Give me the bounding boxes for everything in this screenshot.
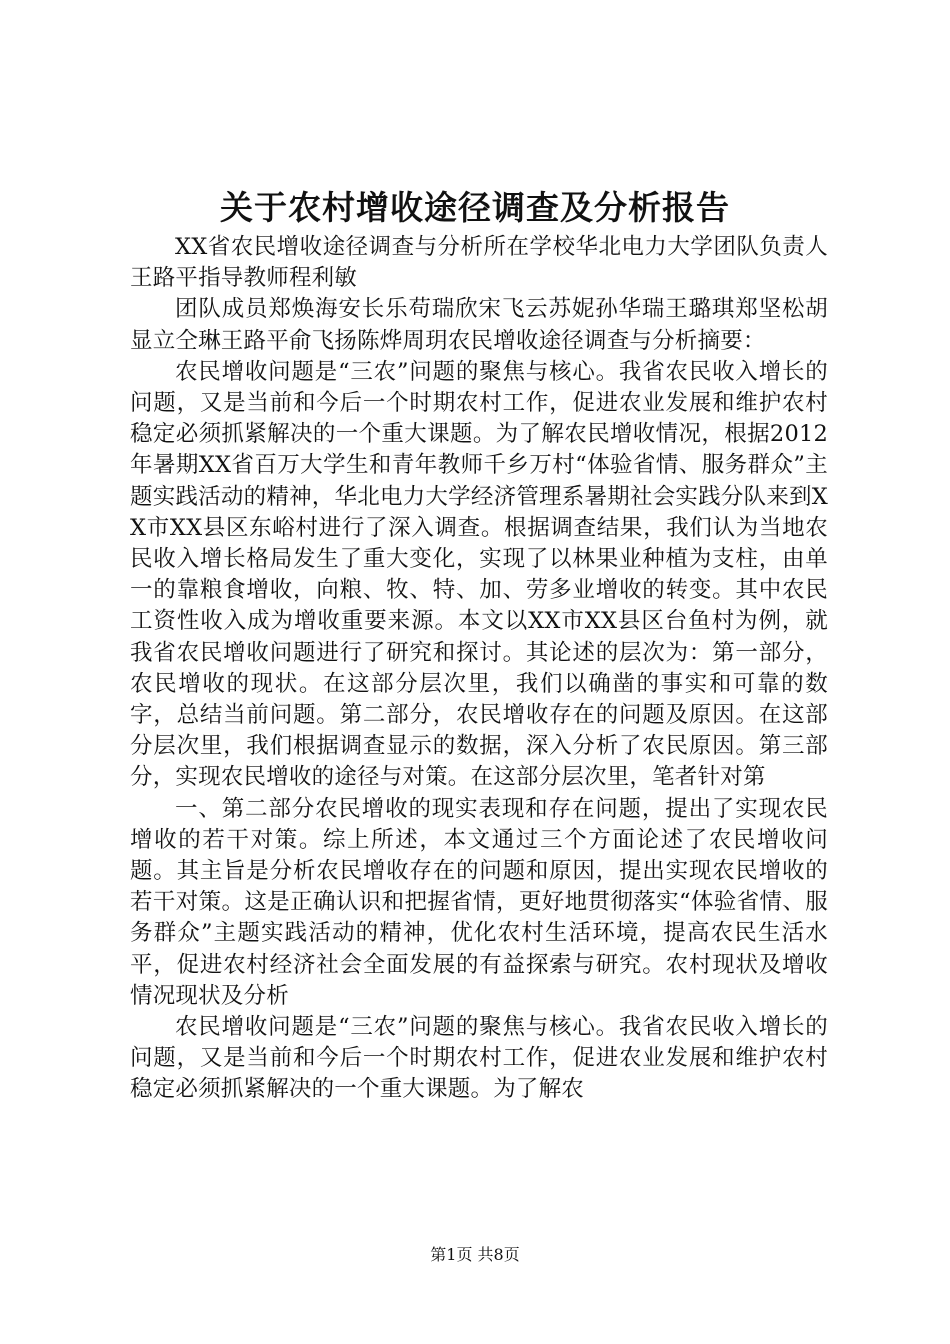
document-body [130,232,828,1106]
paragraph-part-one: 一、第二部分农民增收的现实表现和存在问题，提出了实现农民增收的若干对策。综上所述，本文通过三个方面论述了农民增收问题。其主旨是分析农民增收存在的问题和原因，提出实现农民增收的若干对策。这是正确认识和把握省情，更好地贯彻落实“体验省情、服务群众”主题实践活动的精神，优化农村生活环境，提高农民生活水平，促进农村经济社会全面发展的有益探索与研究。农村现状及增收情况现状及分析 [130,795,828,1009]
page-indicator: 第1页 共8页 [430,1245,520,1264]
paragraph-abstract: 农民增收问题是“三农”问题的聚焦与核心。我省农民收入增长的问题，又是当前和今后一个时期农村工作，促进农业发展和维护农村稳定必须抓紧解决的一个重大课题。为了解农民增收情况，根据2012年暑期XX省百万大学生和青年教师千乡万村“体验省情、服务群众”主题实践活动的精神，华北电力大学经济管理系暑期社会实践分队来到XX市XX县区东峪村进行了深入调查。根据调查结果，我们认为当地农民收入增长格局发生了重大变化，实现了以林果业种植为支柱，由单一的靠粮食增收，向粮、牧、特、加、劳多业增收的转变。其中农民工资性收入成为增收重要来源。本文以XX市XX县区台鱼村为例，就我省农民增收问题进行了研究和探讨。其论述的层次为：第一部分，农民增收的现状。在这部分层次里，我们以确凿的事实和可靠的数字，总结当前问题。第二部分，农民增收存在的问题及原因。在这部分层次里，我们根据调查显示的数据，深入分析了农民原因。第三部分，实现农民增收的途径与对策。在这部分层次里，笔者针对第 [130,358,828,791]
paragraph-team-info: XX省农民增收途径调查与分析所在学校华北电力大学团队负责人王路平指导教师程利敏 [130,234,828,292]
paragraph-repeat: 农民增收问题是“三农”问题的聚焦与核心。我省农民收入增长的问题，又是当前和今后一个时期农村工作，促进农业发展和维护农村稳定必须抓紧解决的一个重大课题。为了解农 [130,1014,828,1103]
paragraph-team-members: 团队成员郑焕海安长乐苟瑞欣宋飞云苏妮孙华瑞王璐琪郑坚松胡显立仝琳王路平俞飞扬陈烨周玥农民增收途径调查与分析摘要： [130,296,828,354]
document-title: 关于农村增收途径调查及分析报告 [220,188,730,227]
